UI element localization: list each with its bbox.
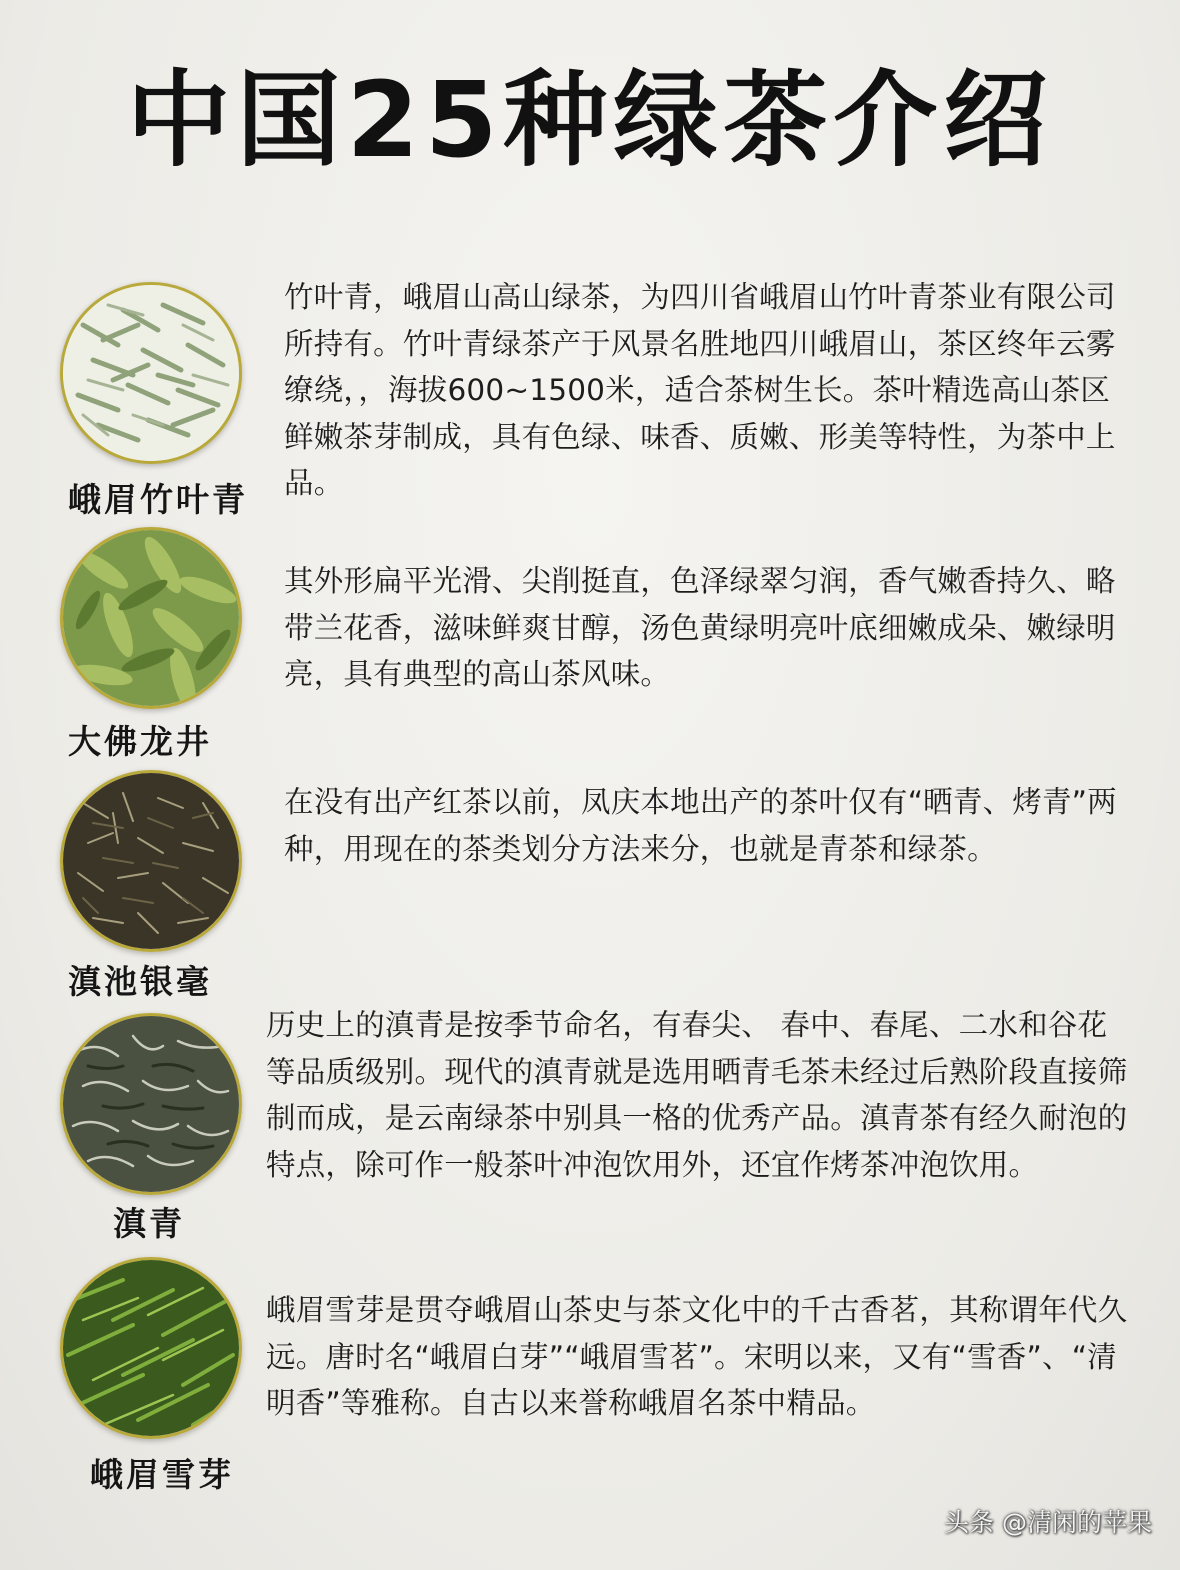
tea-description: 竹叶青，峨眉山高山绿茶，为四川省峨眉山竹叶青茶业有限公司所持有。竹叶青绿茶产于风景名胜地四川峨眉山，茶区终年云雾缭绕，，海拔600~1500米，适合茶树生长。茶叶精选高山茶区鲜嫩茶芽制成，具有色绿、味香、质嫩、形美等特性，为茶中上品。 — [284, 280, 1116, 500]
tea-name: 峨眉竹叶青 — [68, 480, 248, 519]
watermark: 头条 @清闲的苹果 — [944, 1508, 1152, 1537]
tea-name: 峨眉雪芽 — [90, 1455, 234, 1494]
tea-description: 峨眉雪芽是贯夺峨眉山茶史与茶文化中的千古香茗，其称谓年代久远。唐时名“峨眉白芽”“峨眉雪茗”。宋明以来，又有“雪香”、“清明香”等雅称。自古以来誉称峨眉名茶中精品。 — [266, 1293, 1128, 1420]
tea-name: 滇池银毫 — [68, 962, 212, 1001]
tea-leaves-photo — [60, 1257, 242, 1439]
tea-leaves-image — [63, 530, 239, 706]
tea-name: 大佛龙井 — [68, 722, 212, 761]
tea-leaves-image — [63, 1016, 239, 1192]
tea-leaves-image — [63, 1260, 239, 1436]
tea-leaves-photo — [60, 1013, 242, 1195]
tea-name: 滇青 — [113, 1204, 185, 1243]
tea-leaves-image — [63, 285, 239, 461]
tea-leaves-photo — [60, 527, 242, 709]
tea-leaves-photo — [60, 770, 242, 952]
tea-description: 其外形扁平光滑、尖削挺直，色泽绿翠匀润，香气嫩香持久、略带兰花香，滋味鲜爽甘醇，汤色黄绿明亮叶底细嫩成朵、嫩绿明亮，具有典型的高山茶风味。 — [284, 564, 1116, 691]
tea-description: 在没有出产红茶以前，凤庆本地出产的茶叶仅有“晒青、烤青”两种，用现在的茶类划分方法来分，也就是青茶和绿茶。 — [284, 785, 1117, 866]
tea-leaves-image — [63, 773, 239, 949]
tea-leaves-photo — [60, 282, 242, 464]
page-title: 中国25种绿茶介绍 — [126, 59, 1054, 181]
tea-description: 历史上的滇青是按季节命名，有春尖、 春中、春尾、二水和谷花等品质级别。现代的滇青就是选用晒青毛茶未经过后熟阶段直接筛制而成，是云南绿茶中别具一格的优秀产品。滇青茶有经久耐泡的特点，除可作一般茶叶冲泡饮用外，还宜作烤茶冲泡饮用。 — [266, 1008, 1128, 1182]
